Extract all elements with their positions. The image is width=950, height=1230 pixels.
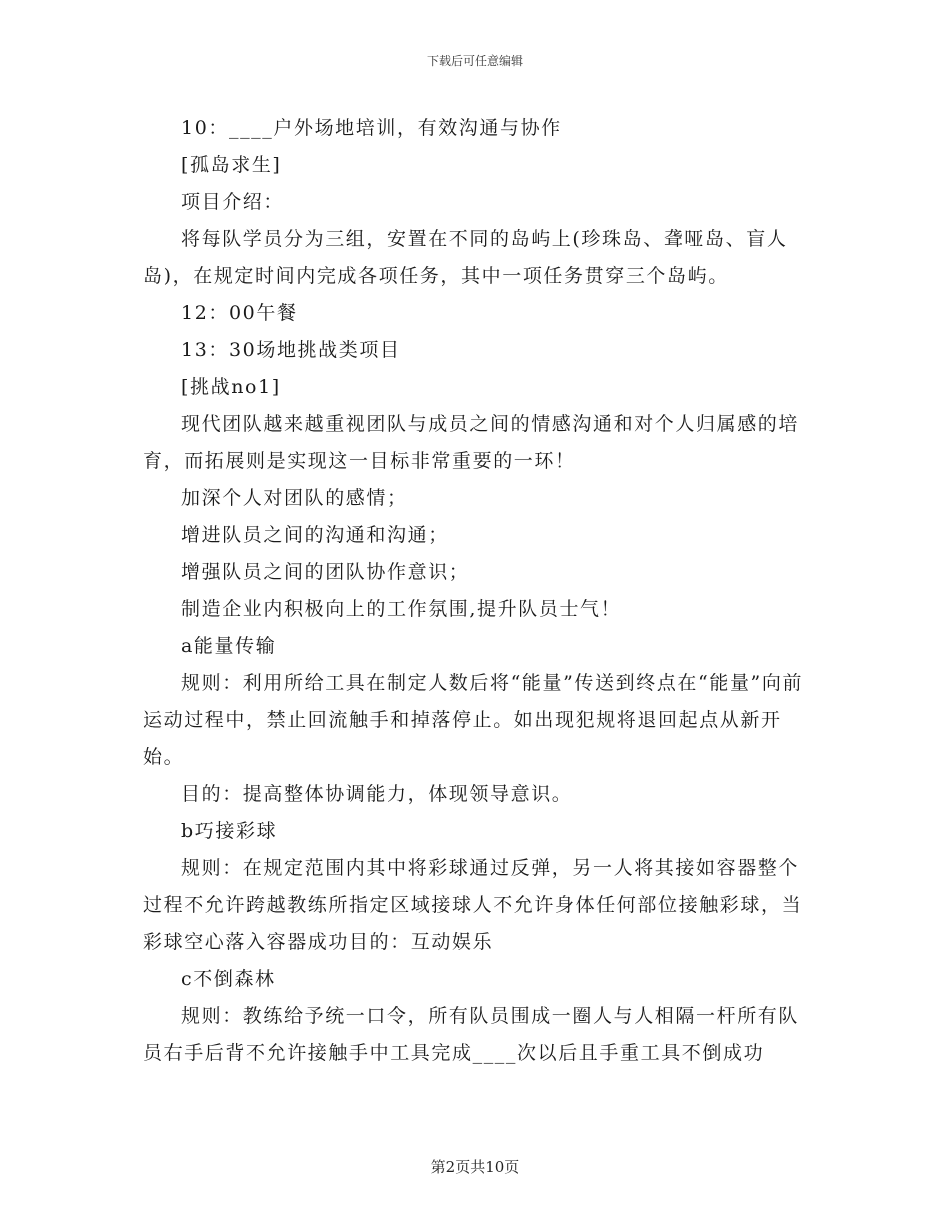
paragraph: 增进队员之间的沟通和沟通；: [181, 524, 449, 546]
paragraph: a能量传输: [181, 635, 277, 657]
paragraph: 规则：利用所给工具在制定人数后将“能量”传送到终点在“能量”向前运动过程中，禁止回流触手和掉落停止。如出现犯规将退回起点从新开始。: [143, 672, 804, 768]
paragraph: 13：30场地挑战类项目: [181, 339, 401, 361]
paragraph: 制造企业内积极向上的工作氛围,提升队员士气！: [181, 598, 622, 620]
paragraph: 将每队学员分为三组，安置在不同的岛屿上(珍珠岛、聋哑岛、盲人岛)，在规定时间内完成各项任务，其中一项任务贯穿三个岛屿。: [143, 228, 788, 287]
paragraph: [孤岛求生]: [181, 154, 282, 176]
paragraph: 加深个人对团队的感情；: [181, 487, 408, 509]
paragraph: 增强队员之间的团队协作意识；: [181, 561, 470, 583]
paragraph: 10：____户外场地培训，有效沟通与协作: [181, 117, 562, 139]
page-footer: 第2页共10页: [430, 1158, 520, 1176]
paragraph: b巧接彩球: [181, 820, 278, 842]
document-body: [143, 110, 809, 1072]
page-header: 下载后可任意编辑: [426, 54, 523, 68]
paragraph: 目的：提高整体协调能力，体现领导意识。: [181, 783, 573, 805]
paragraph: [挑战no1]: [181, 376, 281, 398]
paragraph: 项目介绍：: [181, 191, 285, 213]
paragraph: 规则：在规定范围内其中将彩球通过反弹，另一人将其接如容器整个过程不允许跨越教练所指定区域接球人不允许身体任何部位接触彩球，当彩球空心落入容器成功目的：互动娱乐: [143, 857, 803, 953]
paragraph: 规则：教练给予统一口令，所有队员围成一圈人与人相隔一杆所有队员右手后背不允许接触手中工具完成____次以后且手重工具不倒成功: [143, 1005, 800, 1064]
paragraph: 12：00午餐: [181, 302, 298, 324]
paragraph: 现代团队越来越重视团队与成员之间的情感沟通和对个人归属感的培育，而拓展则是实现这一目标非常重要的一环！: [143, 413, 800, 472]
paragraph: c不倒森林: [181, 968, 276, 990]
